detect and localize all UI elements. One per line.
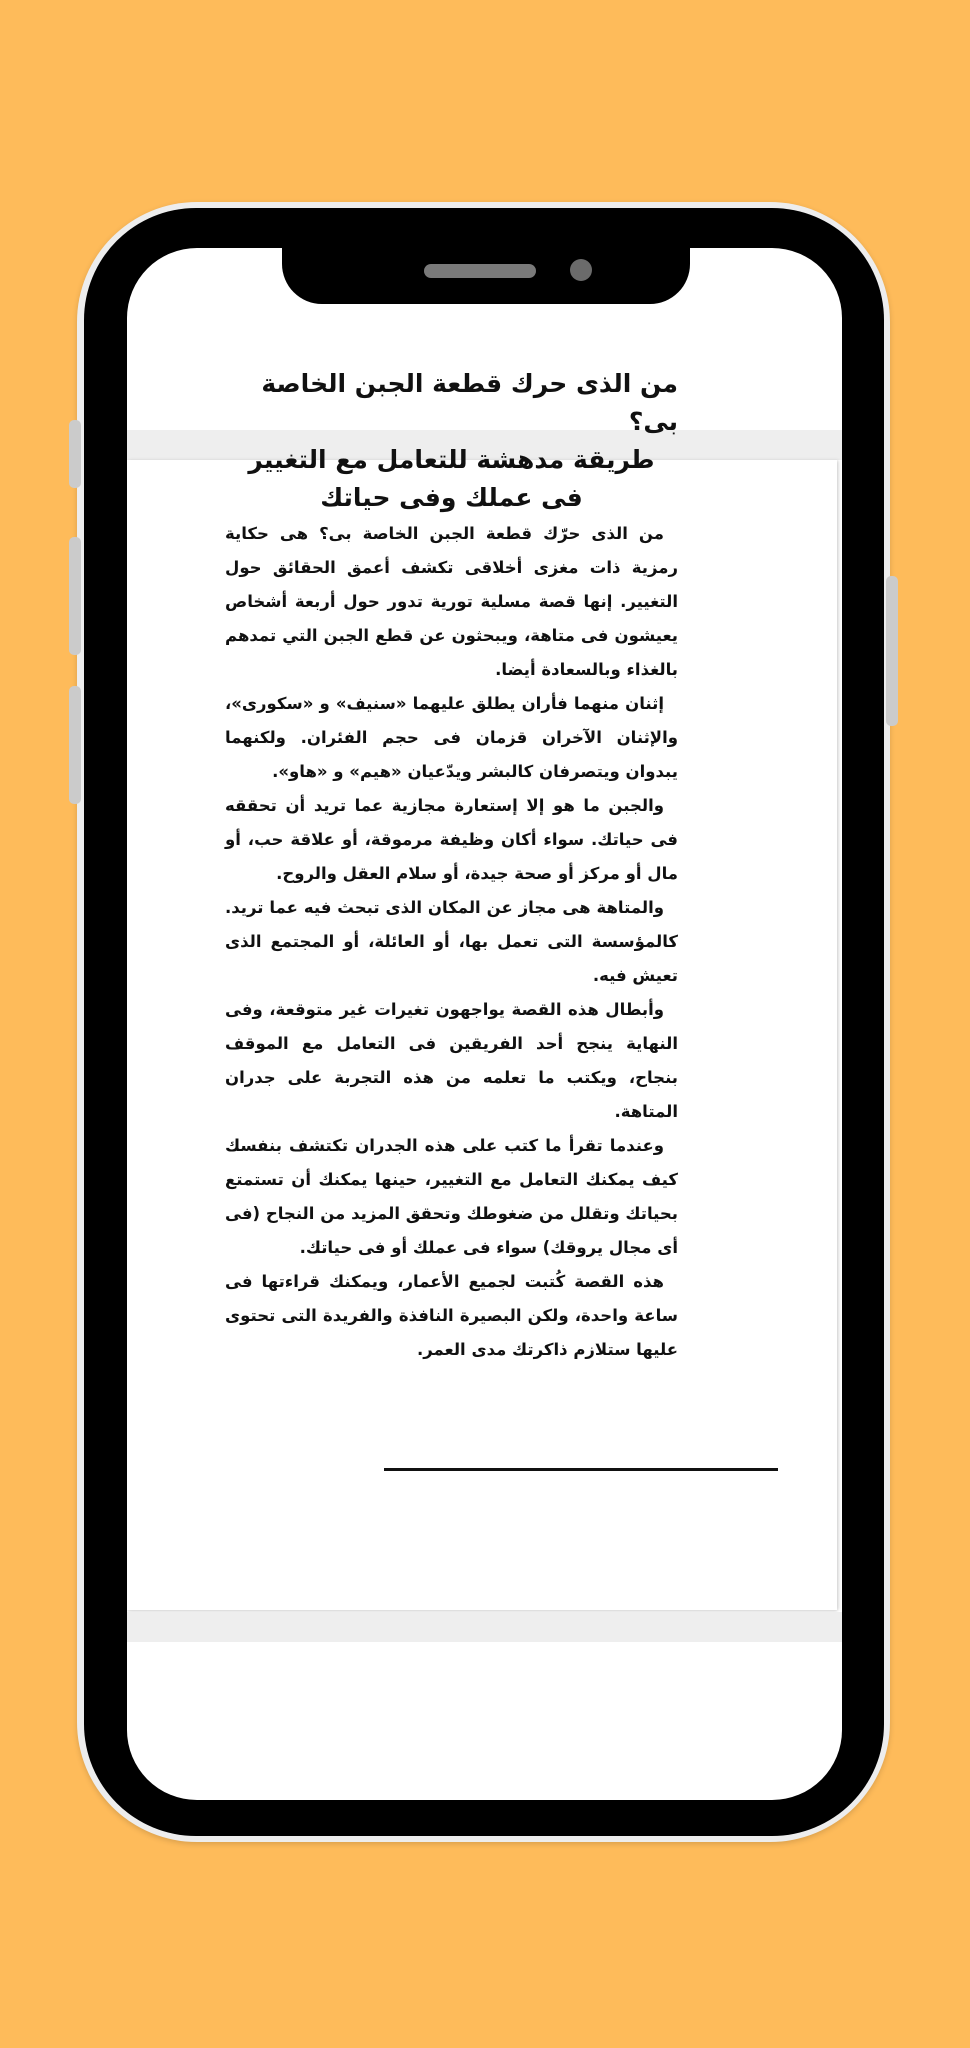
end-divider-line — [384, 1468, 778, 1471]
paragraph-3: والجبن ما هو إلا إستعارة مجازية عما تريد أن تحققه فى حياتك. سواء أكان وظيفة مرموقة، أو علاقة حب، أو مال أو مركز أو صحة جيدة، أو سلام العقل والروح. — [225, 796, 678, 883]
paragraph-2: إثنان منهما فأران يطلق عليهما «سنيف» و «سكورى»، والإثنان الآخران قزمان فى حجم الفئران. ولكنهما يبدوان ويتصرفان كالبشر ويدّعيان «هيم» و «هاو». — [225, 694, 678, 781]
power-button — [886, 576, 898, 726]
front-camera-icon — [570, 259, 592, 281]
paragraph-1: من الذى حرّك قطعة الجبن الخاصة بى؟ هى حكاية رمزية ذات مغزى أخلاقى تكشف أعمق الحقائق حول التغيير. إنها قصة مسلية تورية تدور حول أربعة أشخاص يعيشون فى متاهة، ويبحثون عن قطع الجبن التي تمدهم بالغذاء وبالسعادة أيضا. — [225, 524, 678, 679]
volume-up-button — [69, 537, 81, 655]
document-text — [225, 365, 678, 1367]
document-title-line-3: فى عملك وفى حياتك — [320, 483, 583, 512]
mute-switch — [69, 420, 81, 488]
paragraph-4: والمتاهة هى مجاز عن المكان الذى تبحث فيه عما تريد. كالمؤسسة التى تعمل بها، أو العائلة، أو المجتمع الذى تعيش فيه. — [225, 898, 678, 985]
document-title-line-2: طريقة مدهشة للتعامل مع التغيير — [248, 445, 655, 474]
speaker-grille — [424, 264, 536, 278]
document-title-line-1: من الذى حرك قطعة الجبن الخاصة بى؟ — [261, 369, 678, 436]
paragraph-7: هذه القصة كُتبت لجميع الأعمار، ويمكنك قراءتها فى ساعة واحدة، ولكن البصيرة النافذة والفريدة التى تحتوى عليها ستلازم ذاكرتك مدى العمر. — [225, 1272, 678, 1359]
paragraph-6: وعندما تقرأ ما كتب على هذه الجدران تكتشف بنفسك كيف يمكنك التعامل مع التغيير، حينها يمكنك أن تستمتع بحياتك وتقلل من ضغوطك وتحقق المزيد من النجاح (فى أى مجال يروقك) سواء فى عملك أو فى حياتك. — [225, 1136, 678, 1257]
volume-down-button — [69, 686, 81, 804]
page-gap-bottom — [127, 1612, 842, 1642]
paragraph-5: وأبطال هذه القصة يواجهون تغيرات غير متوقعة، وفى النهاية ينجح أحد الفريقين فى التعامل مع الموقف بنجاح، ويكتب ما تعلمه من هذه التجربة على جدران المتاهة. — [225, 1000, 678, 1121]
